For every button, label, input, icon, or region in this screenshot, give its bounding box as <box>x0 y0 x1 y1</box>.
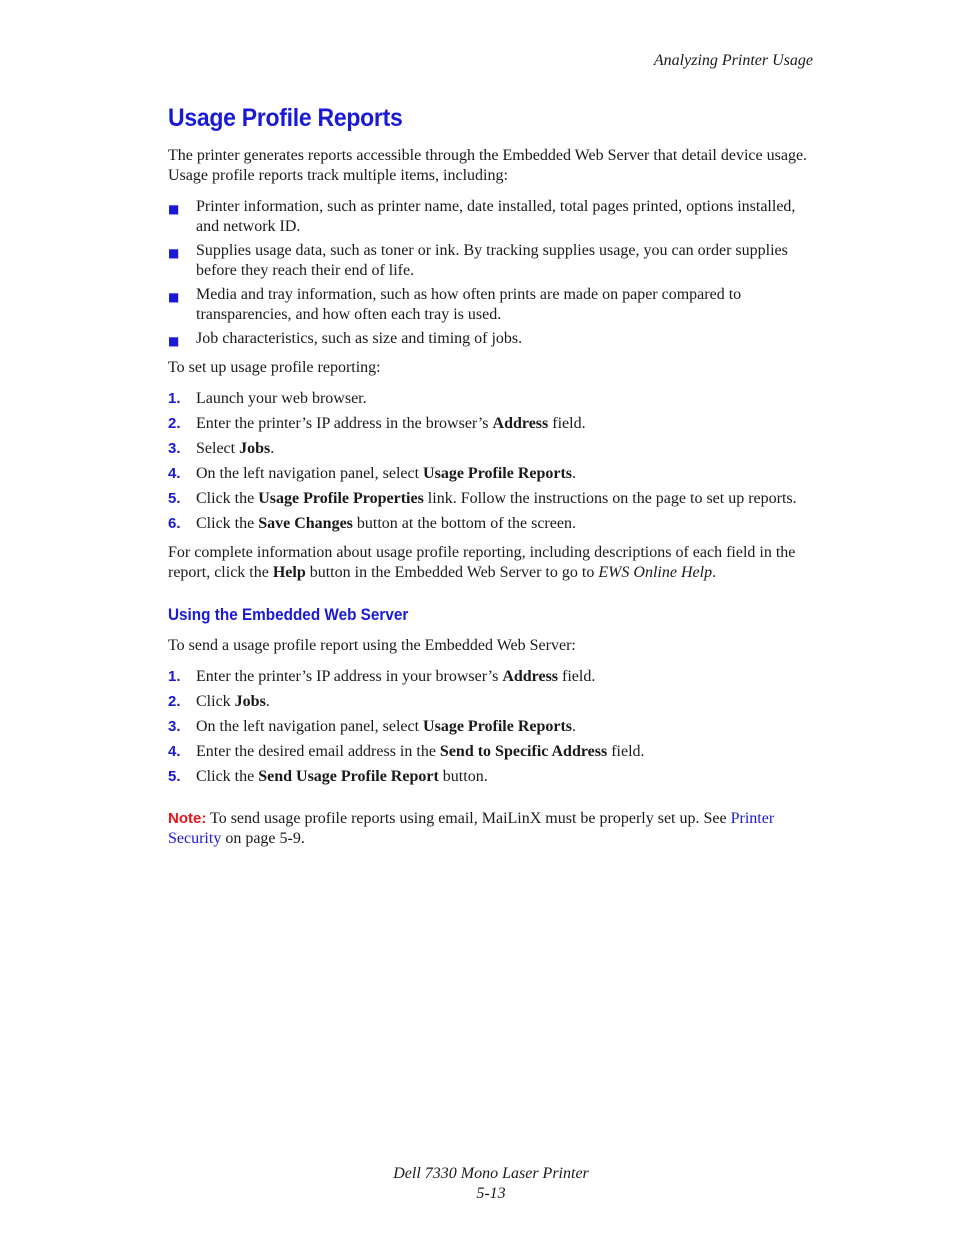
subsection-intro: To send a usage profile report using the Embedded Web Server: <box>168 637 576 654</box>
step-text-pre: Enter the printer’s IP address in the browser’s <box>196 415 493 432</box>
step-text-post: field. <box>548 415 586 432</box>
step-text-bold: Usage Profile Reports <box>423 718 573 735</box>
closing-text: For complete information about usage profile reporting, including descriptions of each field in the report, click the <box>168 544 796 581</box>
list-item <box>168 197 818 237</box>
step-number: 4. <box>168 743 181 760</box>
step-number: 1. <box>168 668 181 685</box>
step-text-bold: Jobs <box>239 440 271 457</box>
closing-bold: Help <box>272 564 306 581</box>
step-text-bold: Usage Profile Reports <box>423 465 573 482</box>
running-header: Analyzing Printer Usage <box>653 52 813 69</box>
step-number: 1. <box>168 390 181 407</box>
step-item <box>168 489 818 509</box>
step-text-bold: Send to Specific Address <box>439 743 608 760</box>
list-item-text: Media and tray information, such as how often prints are made on paper compared to transparencies, and how often each tray is used. <box>196 286 742 323</box>
section-title: Usage Profile Reports <box>168 104 403 132</box>
setup-intro: To set up usage profile reporting: <box>168 359 381 376</box>
footer-product: Dell 7330 Mono Laser Printer <box>393 1165 589 1182</box>
step-text-pre: On the left navigation panel, select <box>196 465 424 482</box>
step-number: 2. <box>168 415 181 432</box>
footer-page-number: 5-13 <box>476 1185 506 1202</box>
step-item <box>168 414 818 434</box>
step-text-pre: Click the <box>196 515 259 532</box>
closing-text-end: . <box>712 564 717 581</box>
setup-steps-list <box>168 389 818 534</box>
printer-security-link[interactable]: Printer Security <box>168 810 775 847</box>
step-number: 6. <box>168 515 181 532</box>
step-text-pre: Click <box>196 693 235 710</box>
step-text-post: button. <box>438 768 488 785</box>
step-text-pre: Launch your web browser. <box>196 390 367 407</box>
step-text-bold: Send Usage Profile Report <box>258 768 439 785</box>
step-text-bold: Save Changes <box>258 515 353 532</box>
closing-paragraph <box>168 543 818 583</box>
step-number: 4. <box>168 465 181 482</box>
note-label: Note: <box>168 810 207 827</box>
step-number: 5. <box>168 490 181 507</box>
closing-text-mid: button in the Embedded Web Server to go to <box>305 564 599 581</box>
step-text-post: link. Follow the instructions on the page to set up reports. <box>423 490 797 507</box>
step-number: 5. <box>168 768 181 785</box>
square-bullet-icon: ■ <box>168 334 180 348</box>
square-bullet-icon: ■ <box>168 202 180 216</box>
step-text-pre: Enter the printer’s IP address in your browser’s <box>196 668 503 685</box>
subsection-title: Using the Embedded Web Server <box>168 605 409 624</box>
list-item-text: Job characteristics, such as size and timing of jobs. <box>196 330 523 347</box>
square-bullet-icon: ■ <box>168 290 180 304</box>
step-item <box>168 464 818 484</box>
list-item-text: Printer information, such as printer name, date installed, total pages printed, options installed, and network ID. <box>196 198 796 235</box>
note-text: To send usage profile reports using email, MaiLinX must be properly set up. See <box>206 810 731 827</box>
list-item-text: Supplies usage data, such as toner or ink. By tracking supplies usage, you can order supplies before they reach their end of life. <box>196 242 788 279</box>
step-text-bold: Usage Profile Properties <box>258 490 424 507</box>
step-text-post: . <box>572 718 577 735</box>
step-text-post: . <box>270 440 275 457</box>
step-item <box>168 389 818 409</box>
closing-italic: EWS Online Help <box>598 564 713 581</box>
step-text-pre: Select <box>196 440 240 457</box>
step-number: 3. <box>168 718 181 735</box>
list-item <box>168 285 818 325</box>
list-item <box>168 241 818 281</box>
step-text-post: field. <box>607 743 645 760</box>
page-footer <box>0 1164 954 1204</box>
step-text-bold: Address <box>492 415 549 432</box>
section-intro: The printer generates reports accessible through the Embedded Web Server that detail device usage. Usage profile reports track multiple items, including: <box>168 147 808 184</box>
step-text-bold: Jobs <box>234 693 266 710</box>
step-text-pre: Click the <box>196 490 259 507</box>
step-item <box>168 439 818 459</box>
page-content <box>168 104 818 849</box>
note-text-end: on page 5-9. <box>221 830 305 847</box>
step-text-pre: On the left navigation panel, select <box>196 718 424 735</box>
step-item <box>168 717 818 737</box>
step-item <box>168 514 818 534</box>
step-number: 3. <box>168 440 181 457</box>
step-text-pre: Enter the desired email address in the <box>196 743 440 760</box>
list-item <box>168 329 818 349</box>
step-item <box>168 667 818 687</box>
step-text-pre: Click the <box>196 768 259 785</box>
step-item <box>168 692 818 712</box>
step-number: 2. <box>168 693 181 710</box>
step-text-post: . <box>572 465 577 482</box>
step-text-post: field. <box>558 668 596 685</box>
ews-steps-list <box>168 667 818 787</box>
square-bullet-icon: ■ <box>168 246 180 260</box>
step-text-bold: Address <box>502 668 559 685</box>
step-text-post: button at the bottom of the screen. <box>352 515 576 532</box>
usage-items-list <box>168 197 818 349</box>
step-item <box>168 767 818 787</box>
step-item <box>168 742 818 762</box>
step-text-post: . <box>265 693 270 710</box>
note-paragraph <box>168 809 818 849</box>
